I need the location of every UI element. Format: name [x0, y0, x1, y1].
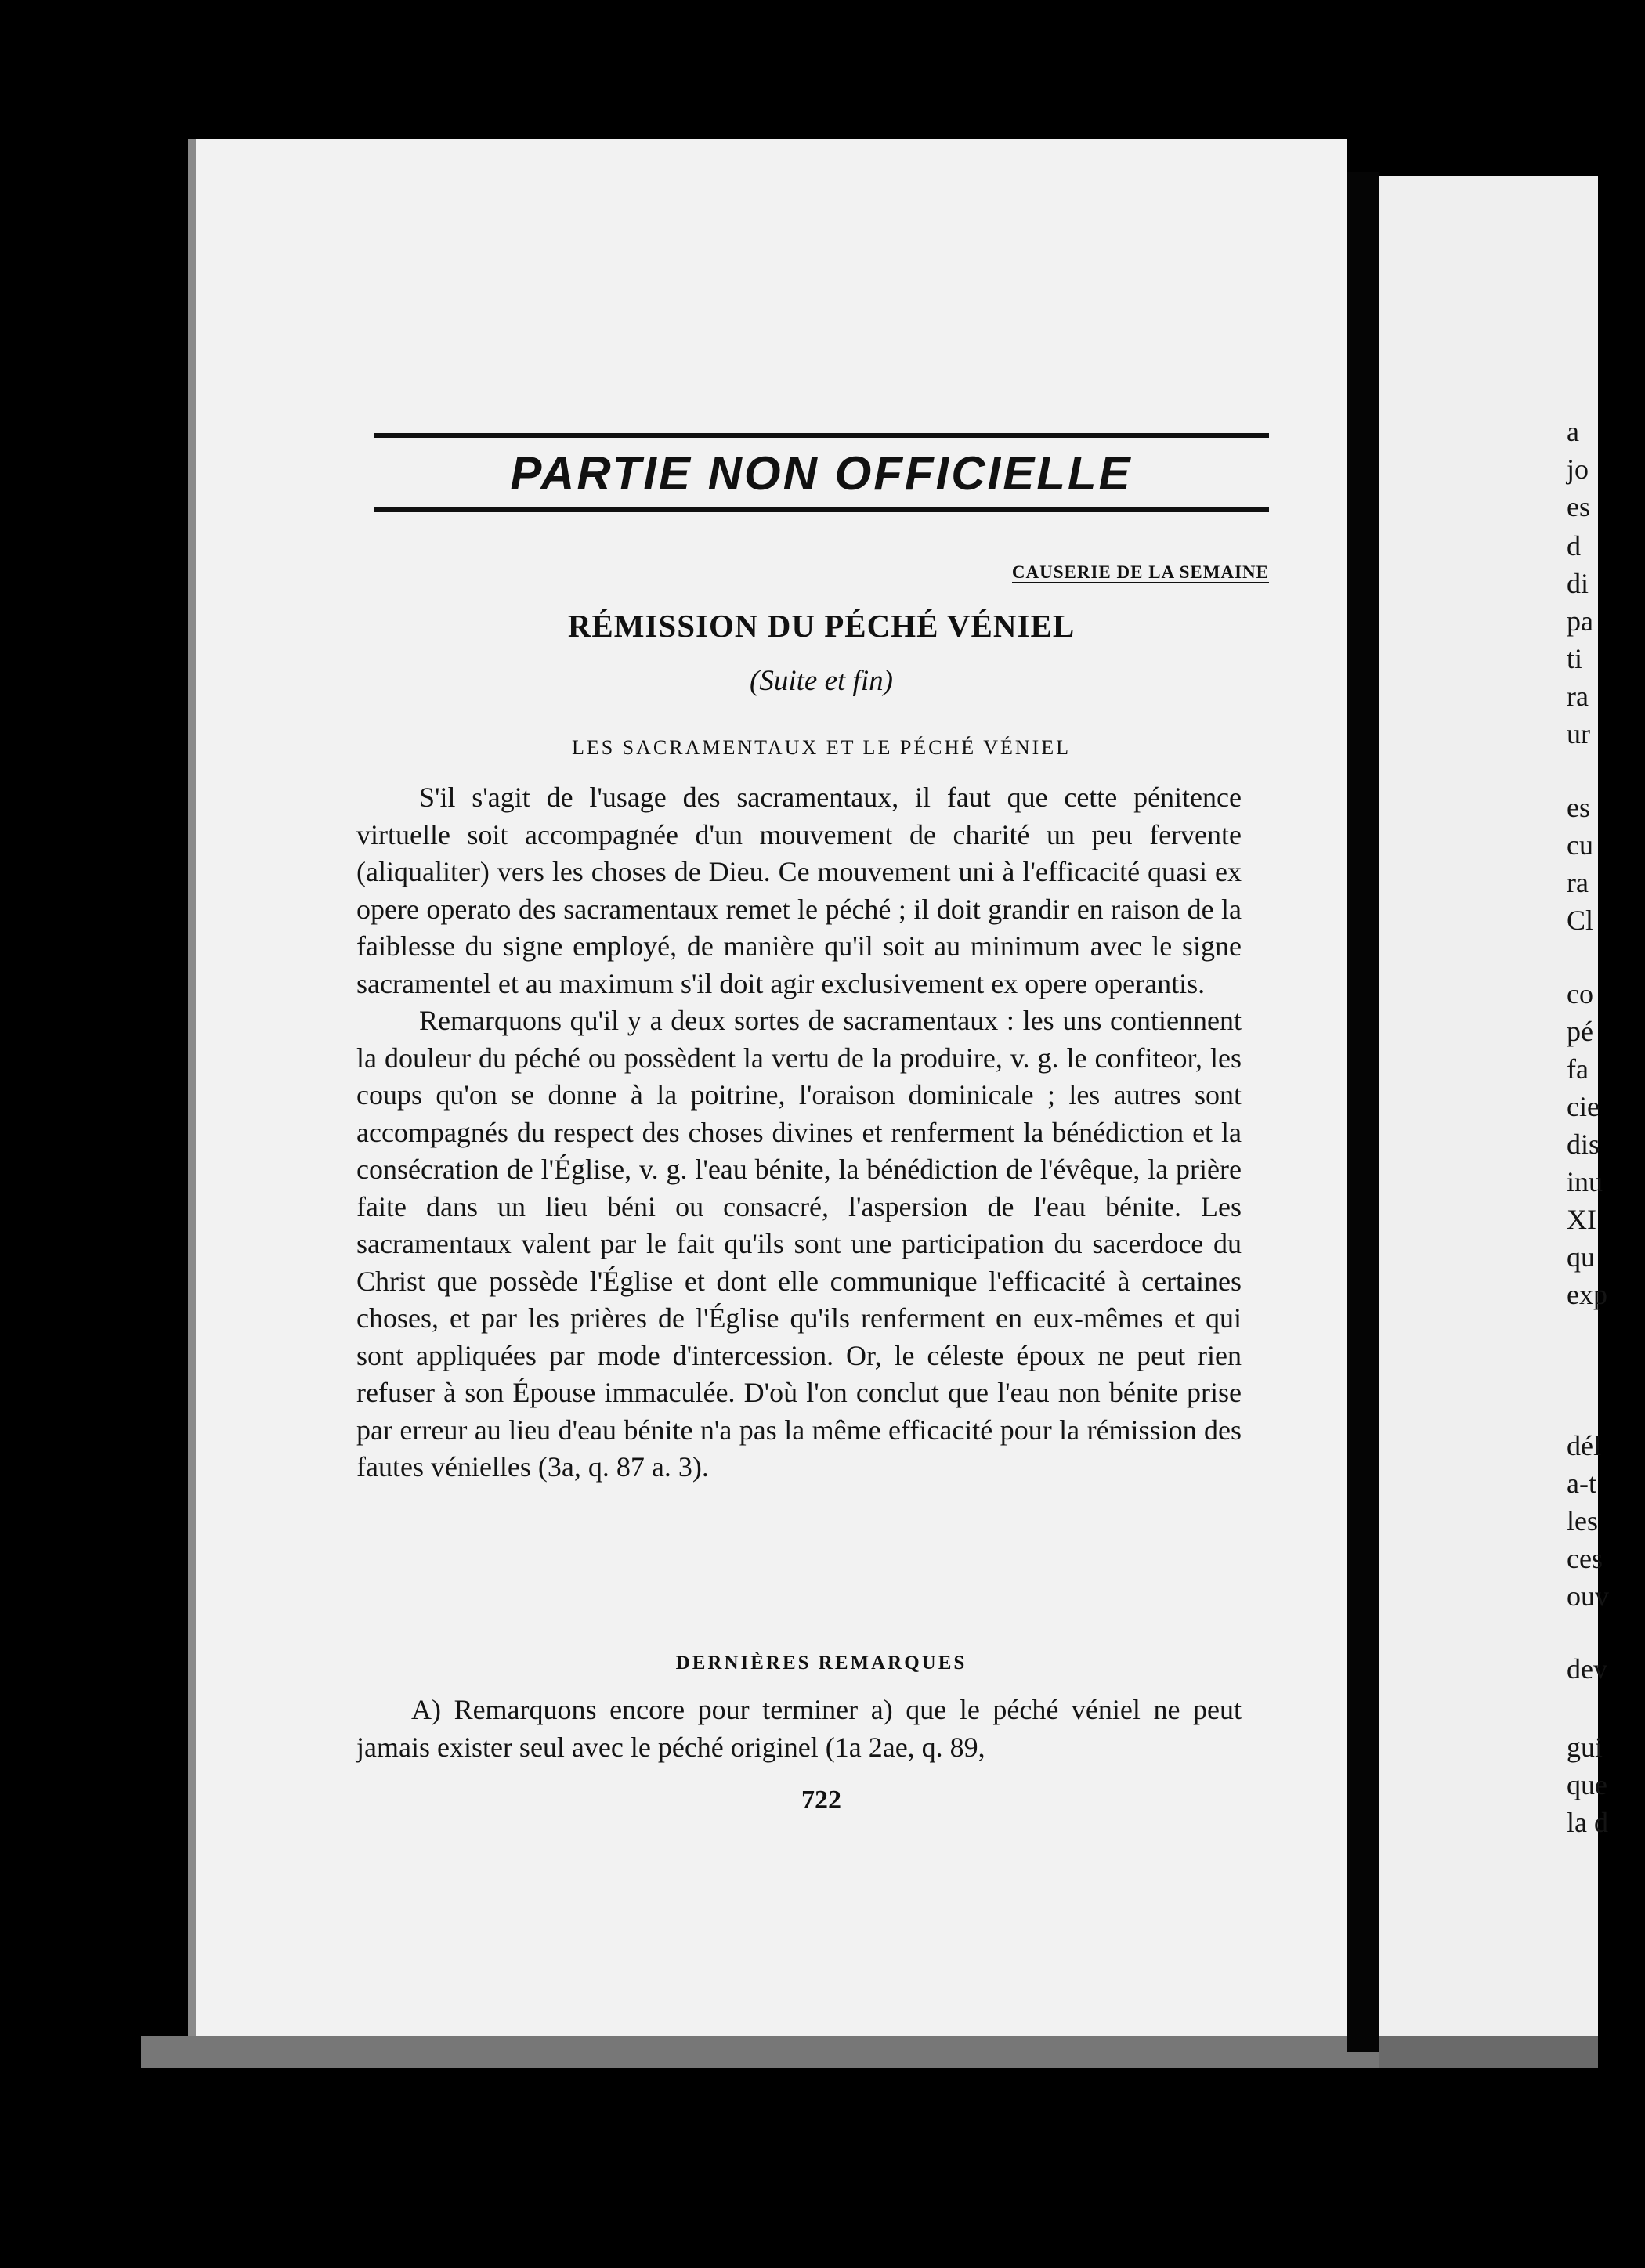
right-page-fragment: dél	[1567, 1430, 1601, 1461]
right-page-fragment: jo	[1567, 453, 1589, 485]
subheading-sacramentaux: LES SACRAMENTAUX ET LE PÉCHÉ VÉNIEL	[571, 736, 1072, 759]
article-body-continued	[356, 1692, 1242, 1766]
right-page-fragment: pa	[1567, 605, 1593, 637]
right-page-fragment: cie	[1567, 1091, 1600, 1122]
right-page-fragment: es	[1567, 792, 1590, 823]
right-page-fragment: que	[1567, 1769, 1607, 1800]
right-page-fragment: Cl	[1567, 905, 1594, 936]
article-body	[356, 779, 1242, 1486]
article-title: RÉMISSION DU PÉCHÉ VÉNIEL	[567, 608, 1076, 644]
right-page	[1379, 176, 1598, 2052]
right-page-fragment: ra	[1567, 681, 1589, 712]
right-page-fragment: dev	[1567, 1653, 1607, 1685]
right-page-fragment: ces	[1567, 1543, 1603, 1574]
right-page-fragment: exp	[1567, 1279, 1607, 1310]
right-page-fragment: les	[1567, 1505, 1598, 1537]
paragraph-2: Remarquons qu'il y a deux sortes de sacramentaux : les uns contiennent la douleur du péché ou possèdent la vertu de la produire, v. g. le confiteor, les coups qu'on se donne à la poitrine, l'oraison dominicale ; les autres sont accompagnés du respect des choses divines et renferment la bénédiction et la consécration de l'Église, v. g. l'eau bénite, la bénédiction de l'évêque, la prière faite dans un lieu béni ou consacré, l'aspersion de l'eau bénite. Les sacramentaux valent par le fait qu'ils sont une participation du sacerdoce du Christ que possède l'Église et dont elle communique l'efficacité à certaines choses, et par les prières de l'Église qu'ils renferment en eux-mêmes et qui sont appliquées par mode d'intercession. Or, le céleste époux ne peut rien refuser à son Épouse immaculée. D'où l'on conclut que l'eau non bénite prise par erreur au lieu d'eau bénite n'a pas la même efficacité pour la rémission des fautes vénielles (3a, q. 87 a. 3).	[356, 1005, 1242, 1483]
banner-bottom-rule	[374, 507, 1269, 512]
article-subtitle: (Suite et fin)	[750, 665, 893, 697]
right-page-fragment: ra	[1567, 867, 1589, 898]
right-page-fragment: inu	[1567, 1166, 1603, 1197]
page-number: 722	[801, 1786, 841, 1815]
page-bottom-edge	[141, 2036, 1379, 2068]
right-page-fragment: qu	[1567, 1241, 1595, 1273]
right-page-fragment: es	[1567, 491, 1590, 522]
subheading-dernieres-remarques: DERNIÈRES REMARQUES	[675, 1652, 967, 1674]
right-page-fragment: fa	[1567, 1053, 1589, 1085]
right-page-fragment: d	[1567, 530, 1581, 562]
column-tag: CAUSERIE DE LA SEMAINE	[1012, 562, 1269, 583]
paragraph-3: A) Remarquons encore pour terminer a) que le péché véniel ne peut jamais exister seul avec le péché originel (1a 2ae, q. 89,	[356, 1694, 1242, 1763]
right-page-fragment: di	[1567, 568, 1589, 599]
right-page-fragment: a-t	[1567, 1468, 1596, 1499]
right-page-fragment: cu	[1567, 829, 1593, 861]
right-page-fragment: co	[1567, 978, 1593, 1009]
right-page-fragment: a	[1567, 416, 1579, 447]
right-page-bottom-edge	[1379, 2036, 1598, 2068]
right-page-fragment: ti	[1567, 643, 1583, 674]
right-page-fragment: ouv	[1567, 1580, 1609, 1612]
book-spine	[1347, 172, 1379, 2052]
right-page-fragment: ur	[1567, 718, 1590, 749]
right-page-fragment: pé	[1567, 1016, 1593, 1047]
right-page-fragment: la d	[1567, 1807, 1608, 1838]
paragraph-1: S'il s'agit de l'usage des sacramentaux, il faut que cette pénitence virtuelle soit accompagnée d'un mouvement de charité un peu fervente (aliqualiter) vers les choses de Dieu. Ce mouvement uni à l'efficacité quasi ex opere operato des sacramentaux remet le péché ; il doit grandir en raison de la faiblesse du signe employé, de manière qu'il soit au minimum avec le signe sacramentel et au maximum s'il doit agir exclusivement ex opere operantis.	[356, 782, 1242, 999]
banner-top-rule	[374, 433, 1269, 438]
right-page-fragment: gui	[1567, 1732, 1603, 1763]
right-page-fragment: XI	[1567, 1204, 1596, 1235]
right-page-fragment: dis	[1567, 1129, 1600, 1160]
section-banner: PARTIE NON OFFICIELLE	[510, 447, 1133, 500]
